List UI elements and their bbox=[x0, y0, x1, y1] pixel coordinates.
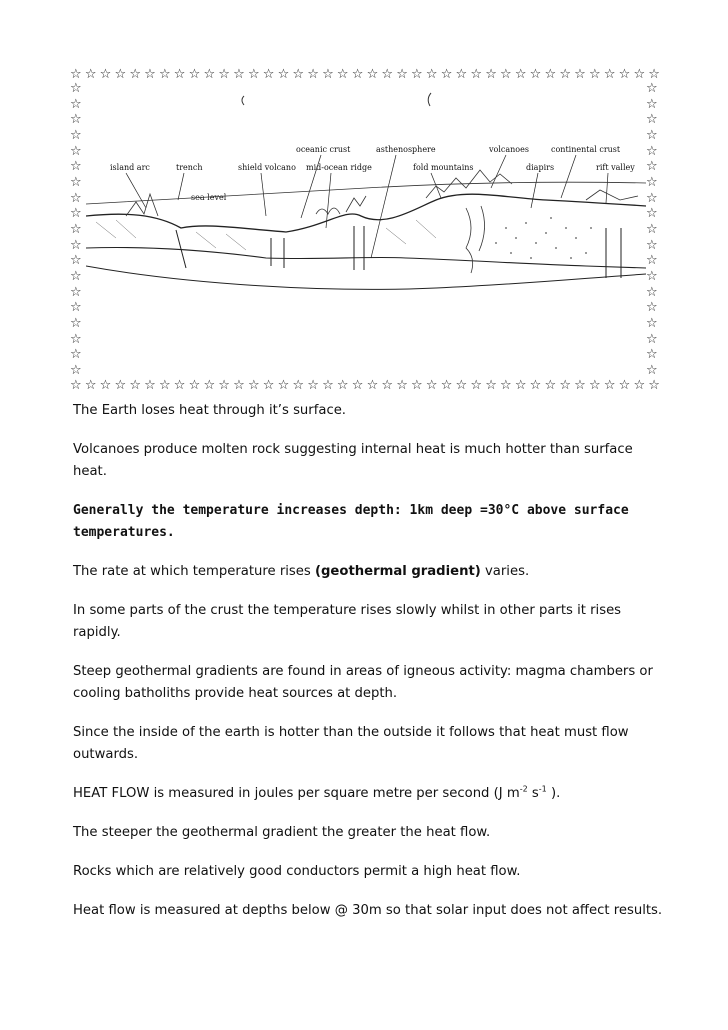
star-icon: ☆ bbox=[396, 67, 408, 82]
star-icon: ☆ bbox=[646, 174, 658, 190]
paragraph-5: In some parts of the crust the temperature rises slowly whilst in other parts it rises rapidly. bbox=[73, 603, 622, 640]
star-icon: ☆ bbox=[646, 112, 658, 128]
star-icon: ☆ bbox=[455, 67, 468, 82]
star-icon: ☆ bbox=[173, 378, 186, 393]
star-icon: ☆ bbox=[455, 378, 468, 393]
star-icon: ☆ bbox=[203, 378, 216, 393]
label-volcanoes: volcanoes bbox=[489, 145, 529, 154]
paragraph-10: Rocks which are relatively good conductors permit a high heat flow. bbox=[73, 864, 521, 879]
star-icon: ☆ bbox=[307, 378, 319, 393]
label-diapirs: diapirs bbox=[526, 163, 555, 172]
star-icon: ☆ bbox=[277, 378, 290, 393]
star-icon: ☆ bbox=[70, 190, 82, 206]
star-icon: ☆ bbox=[307, 67, 319, 82]
star-icon: ☆ bbox=[247, 378, 260, 393]
label-trench: trench bbox=[176, 163, 203, 172]
star-icon: ☆ bbox=[84, 378, 97, 393]
star-icon: ☆ bbox=[646, 81, 658, 96]
star-icon: ☆ bbox=[574, 378, 586, 393]
star-icon: ☆ bbox=[559, 67, 571, 82]
star-icon: ☆ bbox=[247, 67, 260, 82]
star-icon: ☆ bbox=[648, 378, 660, 393]
star-icon: ☆ bbox=[396, 378, 408, 393]
star-icon: ☆ bbox=[70, 237, 82, 253]
star-icon: ☆ bbox=[351, 378, 364, 393]
star-icon: ☆ bbox=[70, 221, 82, 237]
star-icon: ☆ bbox=[70, 362, 82, 378]
star-icon: ☆ bbox=[500, 67, 512, 82]
star-icon: ☆ bbox=[277, 67, 290, 82]
label-oceanic-crust: oceanic crust bbox=[296, 145, 351, 154]
star-border-left bbox=[70, 82, 84, 378]
star-icon: ☆ bbox=[411, 67, 423, 82]
star-icon: ☆ bbox=[514, 378, 527, 393]
star-icon: ☆ bbox=[70, 127, 82, 143]
star-icon: ☆ bbox=[233, 67, 245, 82]
star-icon: ☆ bbox=[70, 268, 82, 284]
star-icon: ☆ bbox=[646, 284, 658, 300]
star-icon: ☆ bbox=[70, 67, 82, 82]
star-icon: ☆ bbox=[129, 378, 141, 393]
body-text bbox=[73, 400, 663, 939]
star-icon: ☆ bbox=[425, 67, 438, 82]
star-icon: ☆ bbox=[618, 67, 631, 82]
star-icon: ☆ bbox=[646, 300, 658, 316]
star-icon: ☆ bbox=[70, 331, 82, 347]
star-icon: ☆ bbox=[366, 378, 379, 393]
star-icon: ☆ bbox=[646, 315, 658, 331]
star-icon: ☆ bbox=[588, 67, 601, 82]
star-icon: ☆ bbox=[114, 378, 127, 393]
star-icon: ☆ bbox=[485, 378, 497, 393]
star-icon: ☆ bbox=[633, 378, 646, 393]
label-shield-volcano: shield volcano bbox=[238, 163, 296, 172]
star-icon: ☆ bbox=[70, 143, 82, 159]
star-icon: ☆ bbox=[292, 378, 305, 393]
label-continental-crust: continental crust bbox=[551, 145, 621, 154]
star-icon: ☆ bbox=[70, 96, 82, 112]
star-icon: ☆ bbox=[559, 378, 571, 393]
paragraph-6: Steep geothermal gradients are found in areas of igneous activity: magma chambers or cooling batholiths provide heat sources at depth. bbox=[73, 664, 653, 701]
star-icon: ☆ bbox=[603, 67, 616, 82]
star-icon: ☆ bbox=[158, 378, 171, 393]
star-icon: ☆ bbox=[188, 67, 201, 82]
star-icon: ☆ bbox=[544, 67, 557, 82]
star-icon: ☆ bbox=[646, 221, 658, 237]
label-fold-mountains: fold mountains bbox=[413, 163, 474, 172]
star-icon: ☆ bbox=[70, 112, 82, 128]
star-icon: ☆ bbox=[646, 362, 658, 378]
star-icon: ☆ bbox=[381, 67, 394, 82]
label-rift-valley: rift valley bbox=[596, 163, 635, 172]
paragraph-2: Volcanoes produce molten rock suggesting internal heat is much hotter than surface heat. bbox=[73, 442, 633, 479]
star-icon: ☆ bbox=[425, 378, 438, 393]
star-icon: ☆ bbox=[411, 378, 423, 393]
star-icon: ☆ bbox=[336, 378, 349, 393]
label-island-arc: island arc bbox=[110, 163, 150, 172]
star-icon: ☆ bbox=[70, 253, 82, 269]
star-icon: ☆ bbox=[646, 127, 658, 143]
star-icon: ☆ bbox=[188, 378, 201, 393]
star-border-bottom bbox=[70, 379, 660, 393]
star-icon: ☆ bbox=[544, 378, 557, 393]
star-border-top bbox=[70, 68, 660, 82]
star-icon: ☆ bbox=[646, 96, 658, 112]
star-icon: ☆ bbox=[129, 67, 141, 82]
star-icon: ☆ bbox=[646, 237, 658, 253]
star-icon: ☆ bbox=[99, 67, 112, 82]
star-icon: ☆ bbox=[84, 67, 97, 82]
star-icon: ☆ bbox=[574, 67, 586, 82]
star-icon: ☆ bbox=[646, 206, 658, 222]
star-icon: ☆ bbox=[440, 67, 453, 82]
star-icon: ☆ bbox=[70, 300, 82, 316]
star-icon: ☆ bbox=[173, 67, 186, 82]
star-icon: ☆ bbox=[618, 378, 631, 393]
star-border-right bbox=[646, 82, 660, 378]
star-icon: ☆ bbox=[646, 331, 658, 347]
star-icon: ☆ bbox=[336, 67, 349, 82]
star-icon: ☆ bbox=[646, 143, 658, 159]
plate-tectonics-diagram bbox=[86, 88, 646, 363]
star-icon: ☆ bbox=[381, 378, 394, 393]
star-icon: ☆ bbox=[70, 347, 82, 363]
star-icon: ☆ bbox=[366, 67, 379, 82]
star-icon: ☆ bbox=[70, 284, 82, 300]
star-icon: ☆ bbox=[322, 378, 334, 393]
star-icon: ☆ bbox=[633, 67, 646, 82]
star-icon: ☆ bbox=[470, 378, 483, 393]
paragraph-7: Since the inside of the earth is hotter than the outside it follows that heat must flow outwards. bbox=[73, 725, 629, 762]
label-mid-ocean-ridge: mid-ocean ridge bbox=[306, 163, 372, 172]
star-icon: ☆ bbox=[233, 378, 245, 393]
paragraph-8: HEAT FLOW is measured in joules per square metre per second (J $m^{-2}$ $s^{-1}$ ). bbox=[73, 784, 561, 801]
star-icon: ☆ bbox=[588, 378, 601, 393]
star-icon: ☆ bbox=[485, 67, 497, 82]
paragraph-4: The rate at which temperature rises (geothermal gradient) varies. bbox=[73, 564, 530, 579]
star-icon: ☆ bbox=[514, 67, 527, 82]
star-icon: ☆ bbox=[646, 159, 658, 175]
star-icon: ☆ bbox=[144, 67, 156, 82]
star-icon: ☆ bbox=[203, 67, 216, 82]
star-icon: ☆ bbox=[262, 67, 275, 82]
star-icon: ☆ bbox=[70, 206, 82, 222]
star-icon: ☆ bbox=[322, 67, 334, 82]
paragraph-9: The steeper the geothermal gradient the greater the heat flow. bbox=[73, 825, 491, 840]
star-icon: ☆ bbox=[99, 378, 112, 393]
star-icon: ☆ bbox=[70, 378, 82, 393]
star-icon: ☆ bbox=[646, 268, 658, 284]
label-sea-level: sea level bbox=[191, 193, 227, 202]
label-asthenosphere: asthenosphere bbox=[376, 145, 436, 154]
star-icon: ☆ bbox=[603, 378, 616, 393]
star-icon: ☆ bbox=[70, 81, 82, 96]
star-icon: ☆ bbox=[646, 253, 658, 269]
star-icon: ☆ bbox=[70, 174, 82, 190]
star-icon: ☆ bbox=[144, 378, 156, 393]
star-icon: ☆ bbox=[114, 67, 127, 82]
star-icon: ☆ bbox=[70, 159, 82, 175]
star-icon: ☆ bbox=[440, 378, 453, 393]
star-icon: ☆ bbox=[500, 378, 512, 393]
star-icon: ☆ bbox=[70, 315, 82, 331]
star-icon: ☆ bbox=[292, 67, 305, 82]
star-icon: ☆ bbox=[646, 347, 658, 363]
star-icon: ☆ bbox=[351, 67, 364, 82]
star-icon: ☆ bbox=[218, 67, 230, 82]
star-icon: ☆ bbox=[158, 67, 171, 82]
star-icon: ☆ bbox=[529, 378, 542, 393]
star-icon: ☆ bbox=[470, 67, 483, 82]
paragraph-11: Heat flow is measured at depths below @ 30m so that solar input does not affect results. bbox=[73, 903, 663, 918]
star-icon: ☆ bbox=[529, 67, 542, 82]
star-icon: ☆ bbox=[218, 378, 230, 393]
paragraph-3: Generally the temperature increases depth: 1km deep =30°C above surface temperatures. bbox=[73, 503, 629, 540]
paragraph-1: The Earth loses heat through it’s surface. bbox=[73, 403, 346, 418]
star-icon: ☆ bbox=[648, 67, 660, 82]
star-icon: ☆ bbox=[262, 378, 275, 393]
star-icon: ☆ bbox=[646, 190, 658, 206]
geothermal-gradient-term: (geothermal gradient) bbox=[314, 564, 481, 579]
